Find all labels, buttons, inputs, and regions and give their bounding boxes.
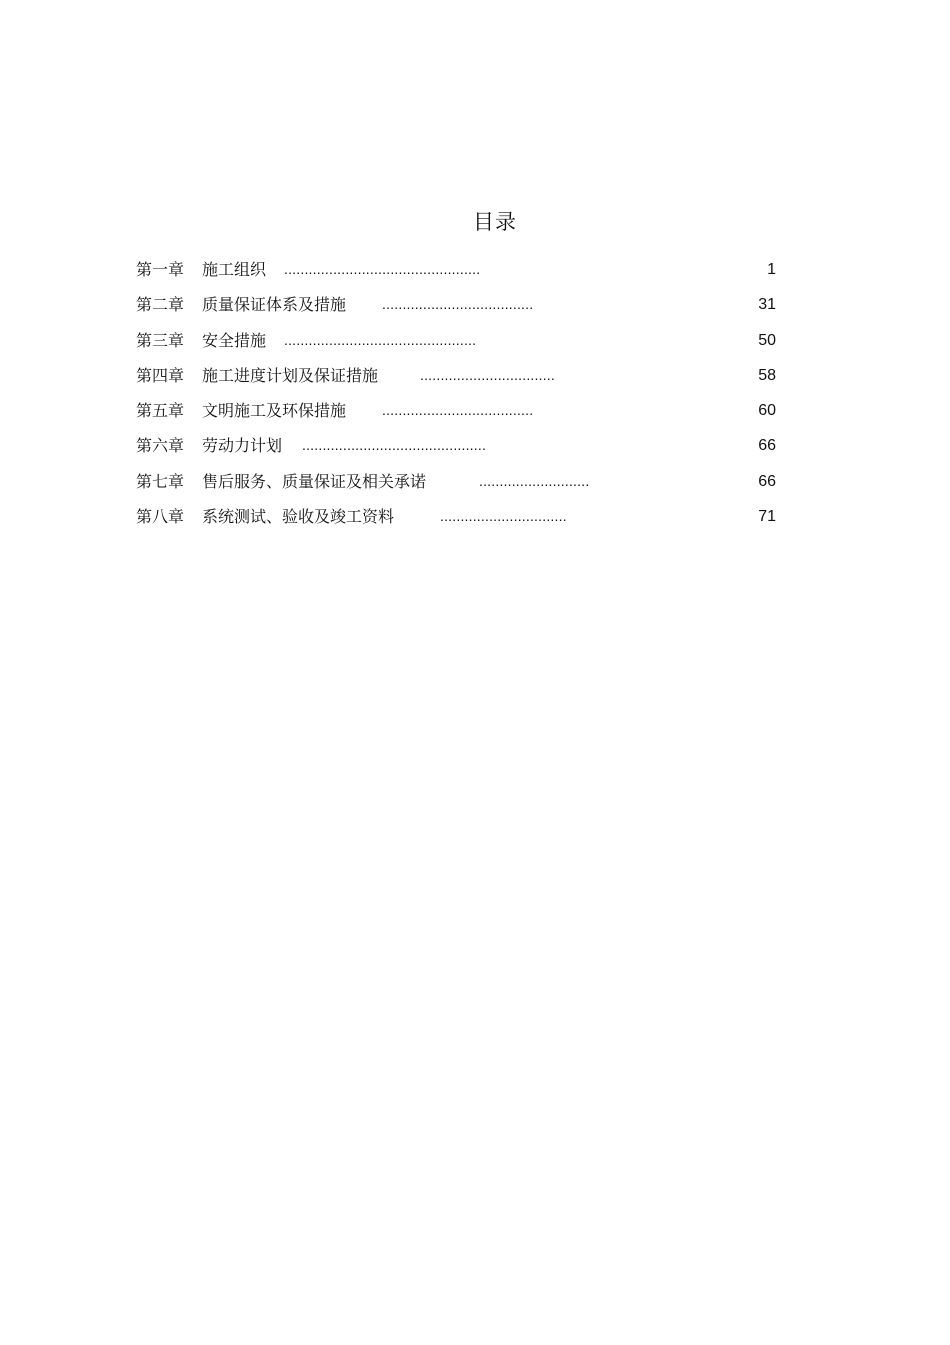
toc-entry[interactable] <box>136 323 776 358</box>
toc-chapter-name: 文明施工及环保措施 <box>202 401 347 421</box>
toc-leader-dots: ............................................... <box>284 331 477 348</box>
toc-chapter-name: 施工进度计划及保证措施 <box>202 365 379 385</box>
toc-page-number: 66 <box>758 437 776 455</box>
toc-leader-dots: ..................................... <box>382 402 534 419</box>
toc-leader-dots: ........................... <box>479 472 590 489</box>
toc-title: 目录 <box>473 210 517 234</box>
toc-chapter-name: 质量保证体系及措施 <box>202 295 347 315</box>
toc-leader-dots: ............................... <box>440 508 567 525</box>
toc-chapter-number: 第三章 <box>136 330 185 350</box>
toc-entry[interactable] <box>136 252 776 287</box>
toc-leader-dots: ............................................. <box>302 437 487 454</box>
toc-leader-dots: ................................. <box>420 366 555 383</box>
toc-leader-dots: ..................................... <box>382 296 534 313</box>
toc-page-number: 58 <box>758 366 776 384</box>
toc-chapter-number: 第八章 <box>136 507 185 527</box>
toc-chapter-number: 第二章 <box>136 295 185 315</box>
toc-chapter-number: 第六章 <box>136 436 185 456</box>
toc-chapter-name: 劳动力计划 <box>202 436 283 456</box>
toc-chapter-name: 施工组织 <box>202 260 267 279</box>
toc-entry[interactable] <box>136 287 776 322</box>
toc-chapter-number: 第一章 <box>136 260 185 279</box>
toc-entry[interactable] <box>136 393 776 428</box>
toc-leader-dots: ................................................ <box>284 261 481 277</box>
toc-list <box>136 252 776 534</box>
toc-entry[interactable] <box>136 358 776 393</box>
toc-chapter-number: 第四章 <box>136 365 185 385</box>
toc-page-number: 1 <box>767 261 776 278</box>
toc-chapter-name: 售后服务、质量保证及相关承诺 <box>202 471 427 491</box>
toc-page-number: 60 <box>758 402 776 420</box>
toc-page-number: 31 <box>758 296 776 314</box>
toc-page-number: 66 <box>758 472 776 490</box>
toc-chapter-name: 系统测试、验收及竣工资料 <box>202 507 395 527</box>
toc-chapter-number: 第七章 <box>136 471 185 491</box>
toc-chapter-name: 安全措施 <box>202 330 267 350</box>
toc-page-number: 50 <box>758 331 776 349</box>
toc-chapter-number: 第五章 <box>136 401 185 421</box>
toc-entry[interactable] <box>136 464 776 499</box>
toc-entry[interactable] <box>136 499 776 534</box>
toc-page-number: 71 <box>758 508 776 526</box>
toc-entry[interactable] <box>136 428 776 463</box>
